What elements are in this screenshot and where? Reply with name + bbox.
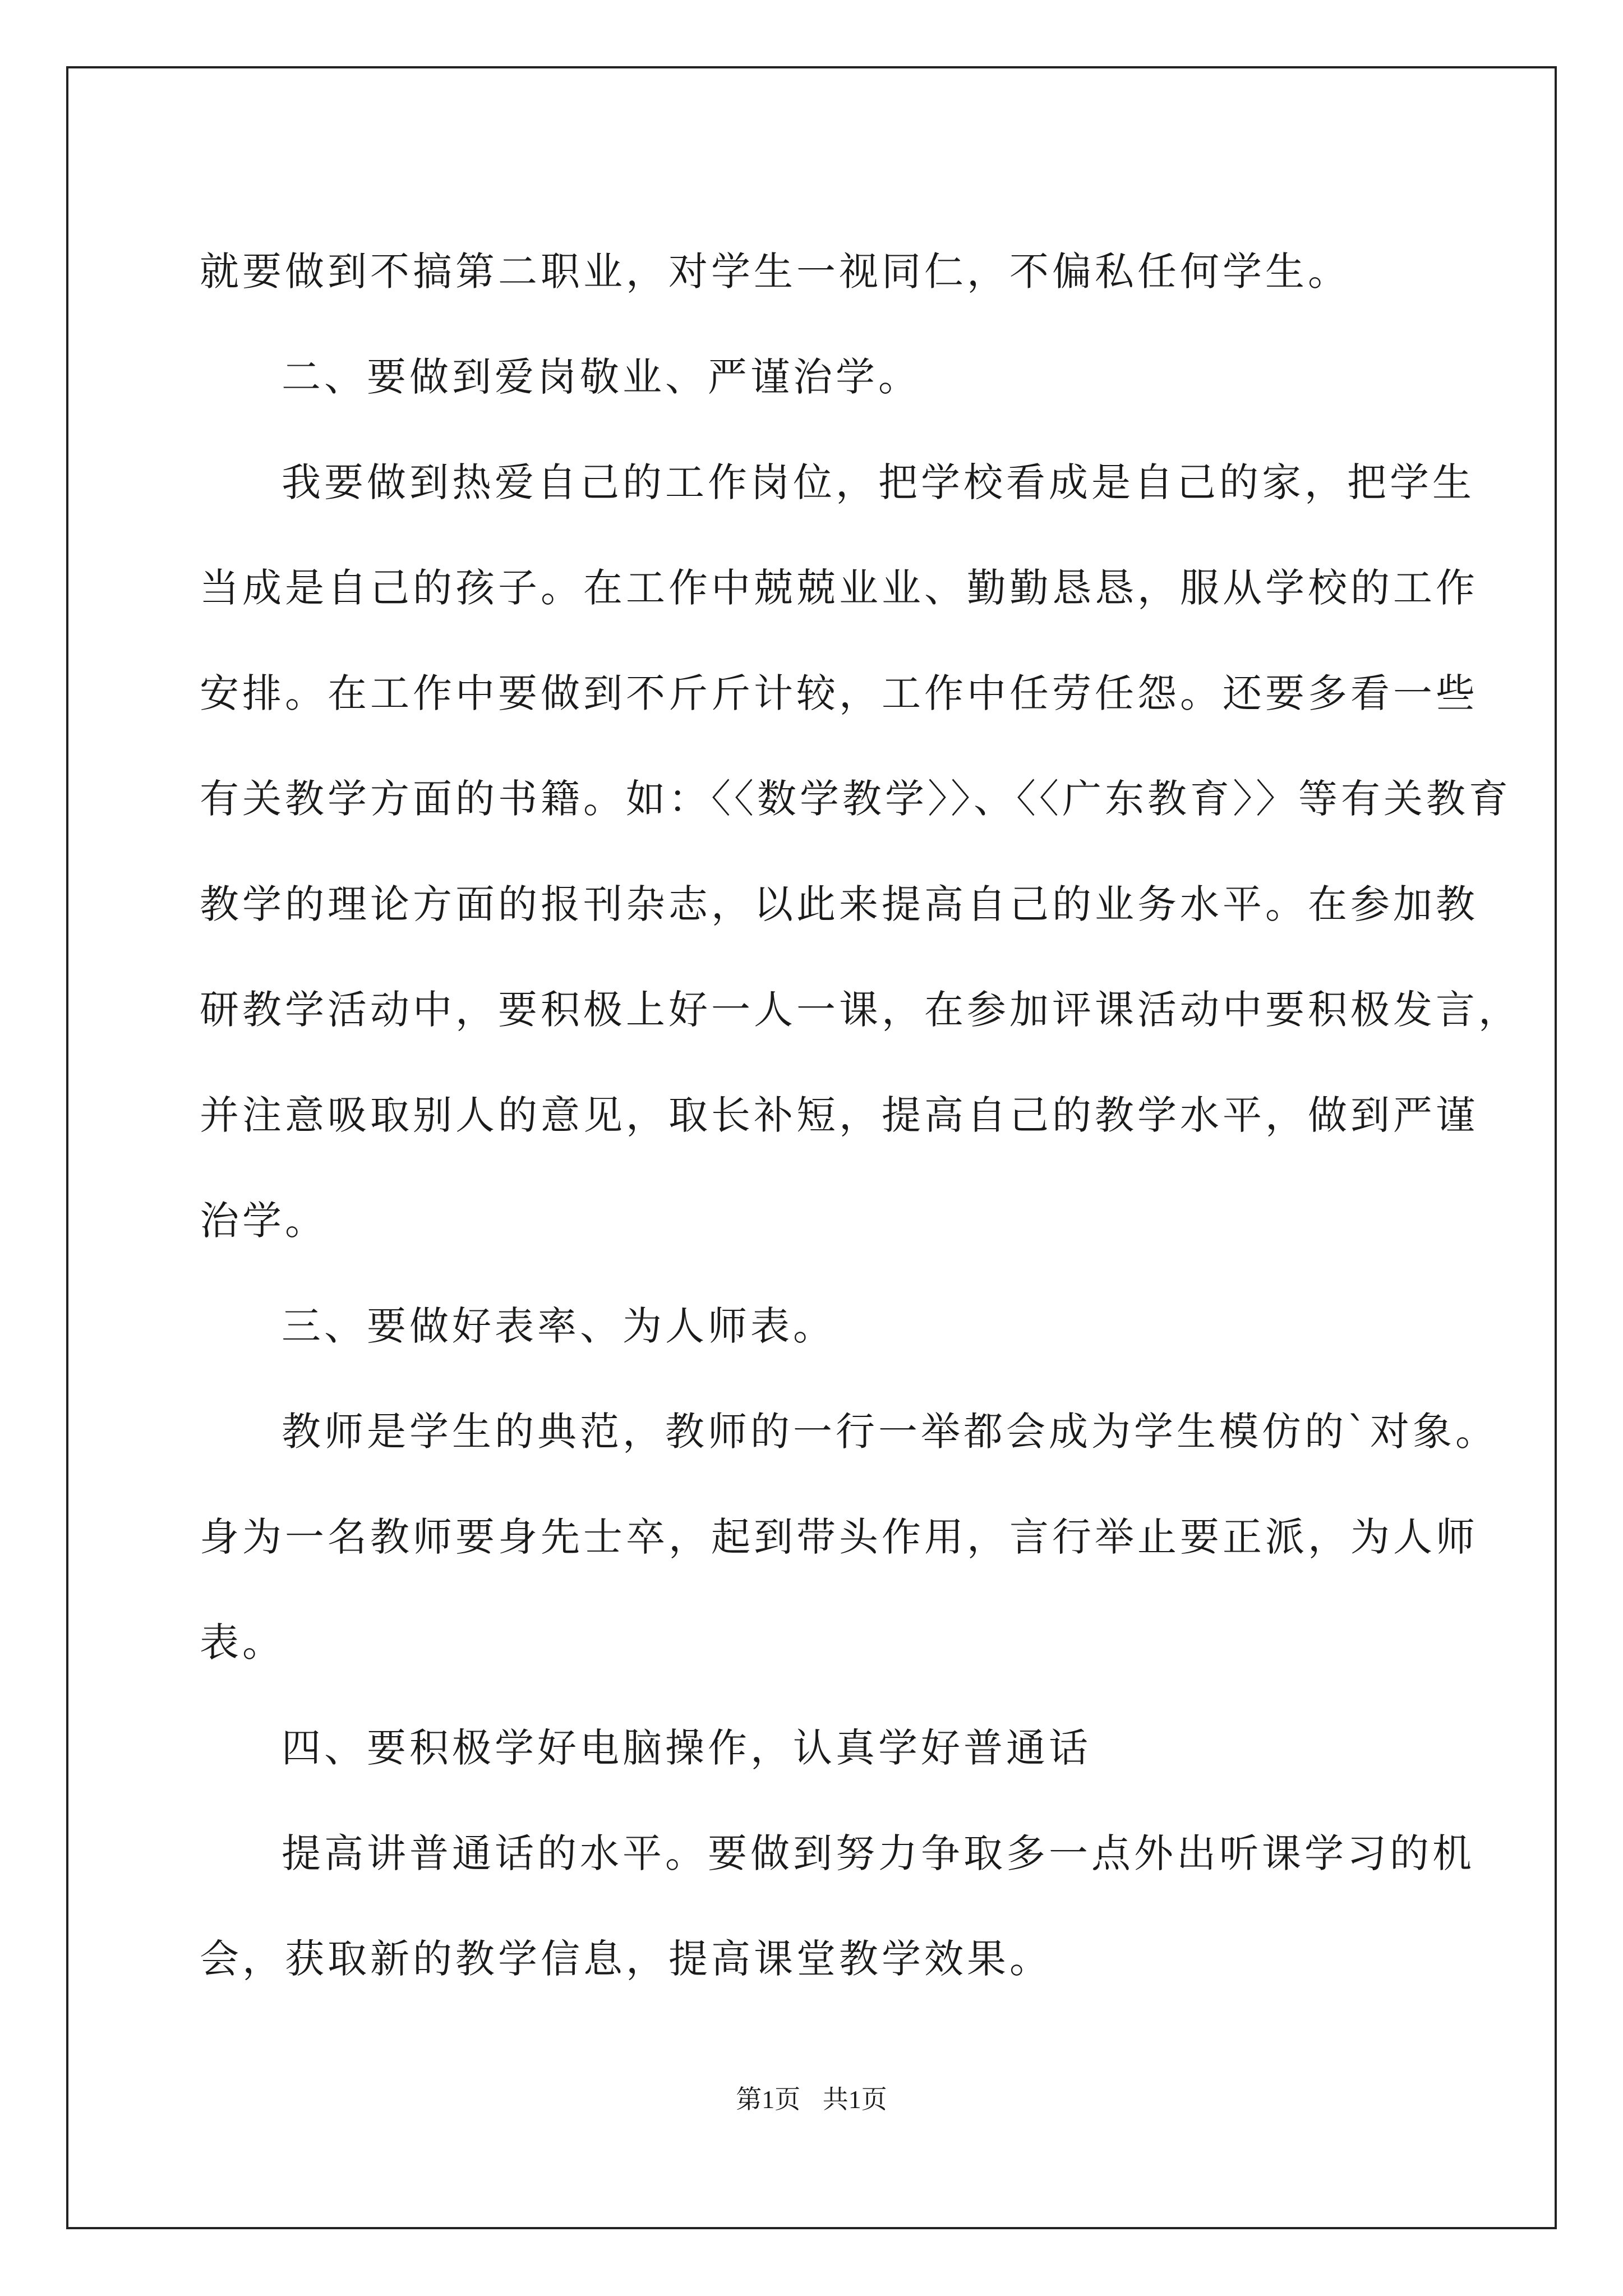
paragraph [200,430,1521,1273]
paragraph-line: 当成是自己的孩子。在工作中兢兢业业、勤勤恳恳，服从学校的工作 [200,565,1478,611]
paragraph-line: 并注意吸取别人的意见，取长补短，提高自己的教学水平，做到严谨 [200,1092,1478,1138]
paragraph-line: 身为一名教师要身先士卒，起到带头作用，言行举止要正派，为人师 [200,1514,1478,1560]
paragraph-line: 研教学活动中，要积极上好一人一课，在参加评课活动中要积极发言， [200,987,1521,1033]
paragraph-line: 教学的理论方面的报刊杂志，以此来提高自己的业务水平。在参加教 [200,881,1478,927]
paragraph [200,219,1433,324]
paragraph-line: 教师是学生的典范，教师的一行一举都会成为学生模仿的`对象。 [282,1409,1498,1455]
paragraph [200,1695,1433,1801]
paragraph-line: 表。 [200,1619,285,1665]
paragraph [200,1801,1475,2012]
page-total: 共1页 [822,2085,887,2114]
page-number: 第1页 [736,2085,801,2114]
paragraph-line: 就要做到不搞第二职业，对学生一视同仁，不偏私任何学生。 [200,249,1350,295]
page-footer [0,2079,1623,2116]
paragraph-line: 治学。 [200,1198,328,1244]
paragraph-line: 四、要积极学好电脑操作，认真学好普通话 [282,1725,1091,1771]
paragraph-line: 提高讲普通话的水平。要做到努力争取多一点外出听课学习的机 [282,1830,1475,1876]
paragraph-line: 安排。在工作中要做到不斤斤计较，工作中任劳任怨。还要多看一些 [200,670,1478,716]
document-body [200,219,1521,2012]
paragraph-line: 我要做到热爱自己的工作岗位，把学校看成是自己的家，把学生 [282,459,1475,505]
paragraph [200,1273,1433,1379]
paragraph [200,1379,1498,1695]
paragraph-line: 会，获取新的教学信息，提高课堂教学效果。 [200,1936,1052,1982]
paragraph-line: 二、要做到爱岗敬业、严谨治学。 [282,354,921,400]
paragraph-line: 有关教学方面的书籍。如：〈〈数学教学〉〉、〈〈广东教育〉〉等有关教育 [200,776,1511,822]
paragraph [200,324,1433,430]
paragraph-line: 三、要做好表率、为人师表。 [282,1303,836,1349]
